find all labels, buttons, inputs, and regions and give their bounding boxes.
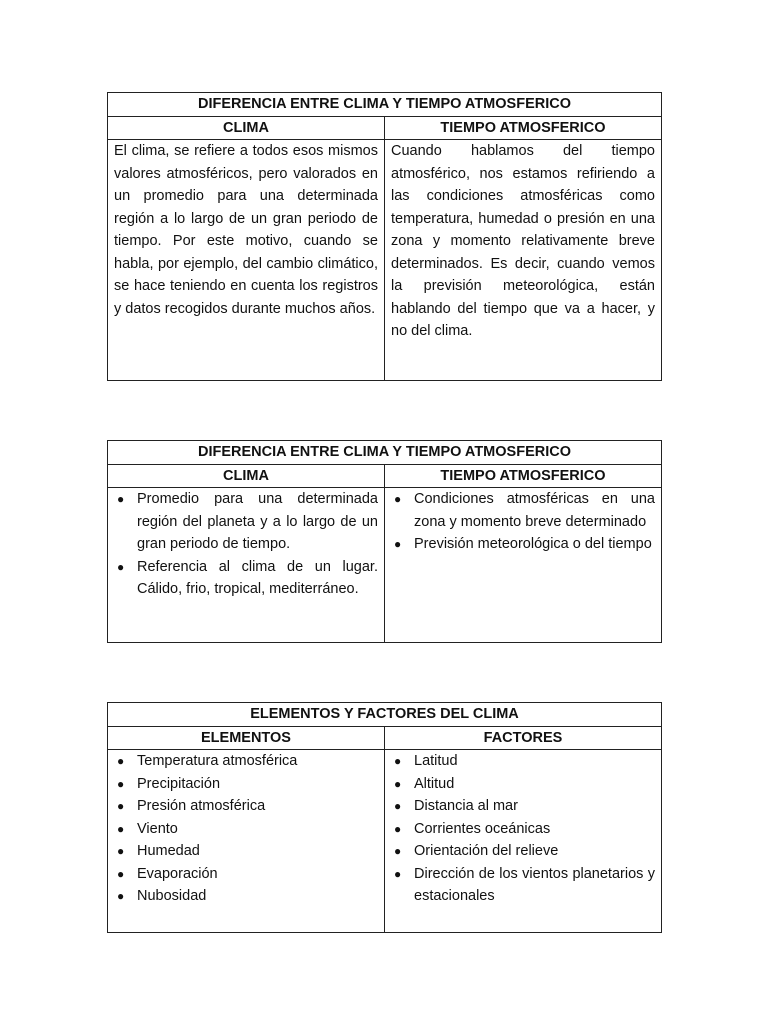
list-item — [114, 488, 378, 556]
column-header-tiempo: TIEMPO ATMOSFERICO — [385, 116, 662, 140]
list-item-text: Viento — [137, 820, 178, 837]
list-item-text: Dirección de los vientos planetarios y estacionales — [414, 865, 655, 904]
bullet-icon: ● — [394, 866, 402, 881]
list-item-text: Presión atmosférica — [137, 798, 266, 814]
list-item — [114, 750, 378, 773]
table-title: DIFERENCIA ENTRE CLIMA Y TIEMPO ATMOSFERICO — [108, 441, 662, 465]
list-item-text: Precipitación — [137, 775, 221, 792]
bullet-icon: ● — [394, 537, 402, 551]
bullet-icon: ● — [117, 492, 125, 506]
list-item-text: Distancia al mar — [414, 798, 518, 814]
list-item — [114, 773, 378, 796]
list-item-text: Nubosidad — [137, 888, 207, 904]
list-item — [114, 863, 378, 886]
bullet-icon: ● — [394, 844, 402, 858]
tiempo-bullet-cell — [385, 488, 662, 643]
list-item-text: Altitud — [414, 775, 455, 792]
list-item — [391, 795, 655, 818]
list-item — [114, 556, 378, 601]
list-item — [114, 818, 378, 841]
table-clima-vs-tiempo-bullets — [107, 440, 662, 643]
bullet-icon: ● — [117, 754, 125, 768]
clima-bullet-list — [114, 488, 378, 601]
tiempo-description: Cuando hablamos del tiempo atmosférico, nos estamos refiriendo a las condiciones atmosféricas como temperatura, humedad o presión en una zona y momento relativamente breve determinados. Es decir, cuando vemos la previsión meteorológica, están hablando del tiempo que va a hacer, y no del clima. — [385, 140, 662, 381]
table-clima-vs-tiempo-text — [107, 92, 662, 381]
bullet-icon: ● — [117, 889, 125, 903]
bullet-icon: ● — [394, 821, 402, 836]
bullet-icon: ● — [117, 559, 125, 574]
column-header-tiempo: TIEMPO ATMOSFERICO — [385, 464, 662, 488]
bullet-icon: ● — [394, 776, 402, 791]
clima-description: El clima, se refiere a todos esos mismos valores atmosféricos, pero valorados en un promedio para una determinada región a lo largo de un gran periodo de tiempo. Por este motivo, cuando se habla, por ejemplo, del cambio climático, se hace teniendo en cuenta los registros y datos recogidos durante muchos años. — [108, 140, 385, 381]
bullet-icon: ● — [117, 821, 125, 836]
list-item — [114, 795, 378, 818]
factores-list — [391, 750, 655, 908]
elementos-list — [114, 750, 378, 908]
bullet-icon: ● — [117, 844, 125, 858]
table-elementos-factores — [107, 702, 662, 933]
list-item-text: Latitud — [414, 753, 458, 769]
list-item-text: Referencia al clima de un lugar. Cálido, frio, tropical, mediterráneo. — [137, 558, 378, 597]
table-title: ELEMENTOS Y FACTORES DEL CLIMA — [108, 703, 662, 727]
list-item-text: Promedio para una determinada región del planeta y a lo largo de un gran periodo de tiempo. — [137, 491, 378, 552]
list-item-text: Condiciones atmosféricas en una zona y momento breve determinado — [414, 491, 655, 530]
bullet-icon: ● — [117, 799, 125, 813]
list-item — [391, 773, 655, 796]
list-item — [391, 840, 655, 863]
factores-cell — [385, 750, 662, 933]
list-item — [391, 533, 655, 556]
list-item — [391, 750, 655, 773]
column-header-factores: FACTORES — [385, 726, 662, 750]
bullet-icon: ● — [394, 492, 402, 506]
clima-bullet-cell — [108, 488, 385, 643]
list-item — [114, 885, 378, 908]
table-title: DIFERENCIA ENTRE CLIMA Y TIEMPO ATMOSFERICO — [108, 93, 662, 117]
bullet-icon: ● — [394, 754, 402, 768]
bullet-icon: ● — [394, 799, 402, 813]
list-item — [391, 488, 655, 533]
list-item-text: Orientación del relieve — [414, 843, 559, 859]
bullet-icon: ● — [117, 776, 125, 791]
list-item-text: Previsión meteorológica o del tiempo — [414, 536, 652, 552]
list-item-text: Humedad — [137, 843, 200, 859]
column-header-clima: CLIMA — [108, 116, 385, 140]
column-header-elementos: ELEMENTOS — [108, 726, 385, 750]
list-item — [391, 863, 655, 908]
elementos-cell — [108, 750, 385, 933]
column-header-clima: CLIMA — [108, 464, 385, 488]
list-item — [391, 818, 655, 841]
list-item-text: Corrientes oceánicas — [414, 820, 551, 837]
list-item — [114, 840, 378, 863]
list-item-text: Temperatura atmosférica — [137, 753, 298, 769]
bullet-icon: ● — [117, 866, 125, 881]
tiempo-bullet-list — [391, 488, 655, 556]
list-item-text: Evaporación — [137, 865, 218, 882]
